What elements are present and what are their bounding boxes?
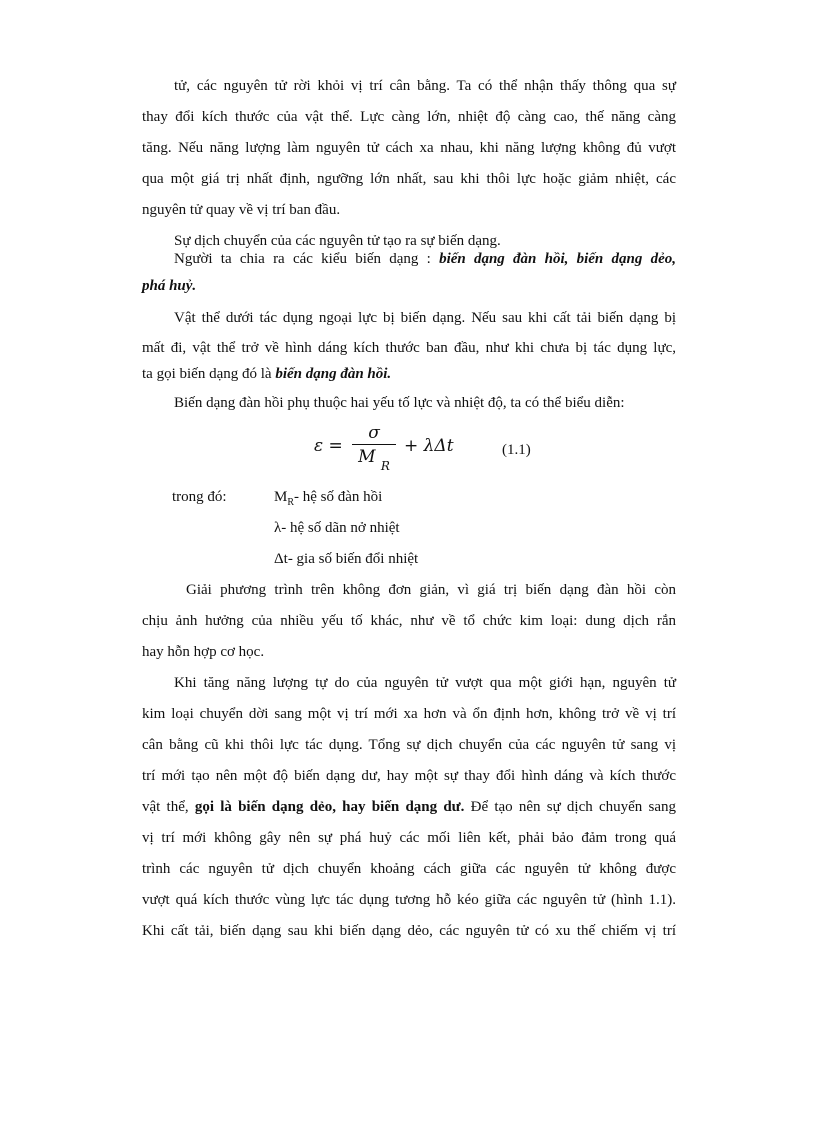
fraction — [350, 422, 398, 474]
text-line: chịu ảnh hưởng của nhiều yếu tố khác, như về tổ chức kim loại: dung dịch rắn — [142, 613, 676, 629]
emphasis-span: biến dạng đàn hồi. — [275, 366, 392, 382]
text-line: vị trí mới không gây nên sự phá huỷ các mối liên kết, phải bảo đảm trong quá — [142, 830, 676, 846]
text-line: nguyên tử quay về vị trí ban đầu. — [142, 202, 341, 218]
fraction-denominator — [350, 445, 398, 474]
text-line: trí mới tạo nên một độ biến dạng dư, hay một sự thay đổi hình dáng và kích thước — [142, 768, 676, 784]
text-line: thay đổi kích thước của vật thể. Lực càng lớn, nhiệt độ càng cao, thế năng càng — [142, 109, 676, 125]
fraction-numerator: σ — [368, 423, 380, 443]
text-line: trình các nguyên tử dịch chuyển khoảng cách giữa các nguyên tử không được — [142, 861, 676, 877]
legend-text: - hệ số đàn hồi — [294, 489, 383, 505]
text-line: tăng. Nếu năng lượng làm nguyên tử cách xa nhau, khi năng lượng không đủ vượt — [142, 140, 676, 156]
text-line: Khi tăng năng lượng tự do của nguyên tử vượt qua một giới hạn, nguyên tử — [174, 675, 676, 691]
denominator-subscript: R — [380, 459, 390, 474]
text-line: Khi cất tải, biến dạng sau khi biến dạng dẻo, các nguyên tử có xu thế chiếm vị trí — [142, 923, 676, 939]
text-line — [142, 364, 391, 384]
bold-span: gọi là biến dạng dẻo, hay biến dạng dư. — [194, 799, 465, 815]
text-line: Sự dịch chuyển của các nguyên tử tạo ra sự biến dạng. — [174, 233, 501, 249]
equation — [314, 422, 574, 478]
legend-symbol-subscript: R — [287, 497, 295, 508]
legend-item: Δt- gia số biến đổi nhiệt — [274, 551, 419, 567]
legend-symbol: M — [274, 489, 288, 505]
text-line: mất đi, vật thể trở về hình dáng kích thước ban đầu, như khi chưa bị tác dụng lực, — [142, 340, 676, 356]
text-line: vượt quá kích thước vùng lực tác dụng tương hỗ kéo giữa các nguyên tử (hình 1.1). — [142, 892, 676, 908]
text-line: Biến dạng đàn hồi phụ thuộc hai yếu tố lực và nhiệt độ, ta có thể biểu diễn: — [174, 395, 625, 411]
text-line — [174, 249, 676, 269]
equation-rhs: + λΔt — [404, 436, 454, 456]
text-line: Giải phương trình trên không đơn giản, vì giá trị biến dạng đàn hồi còn — [186, 582, 676, 598]
legend-item: λ- hệ số dãn nở nhiệt — [274, 520, 400, 536]
text-line — [142, 797, 676, 817]
equation-number: (1.1) — [502, 442, 531, 458]
text-span: vật thể, — [142, 799, 195, 815]
legend-item — [274, 487, 382, 513]
text-span: Để tạo nên sự dịch chuyển sang — [464, 799, 676, 815]
denominator-main: M — [358, 447, 376, 467]
text-line: Vật thể dưới tác dụng ngoại lực bị biến dạng. Nếu sau khi cất tải biến dạng bị — [174, 310, 676, 326]
text-span: Người ta chia ra các kiểu biến dạng : — [174, 251, 440, 267]
equation-lhs: ε = — [314, 436, 343, 456]
text-span: ta gọi biến dạng đó là — [142, 366, 276, 382]
text-line: kim loại chuyển dời sang một vị trí mới xa hơn và ổn định hơn, không trở về vị trí — [142, 706, 676, 722]
legend-lead: trong đó: — [172, 489, 227, 505]
text-line: hay hỗn hợp cơ học. — [142, 644, 265, 660]
emphasis-line: phá huỷ. — [142, 278, 197, 294]
text-line: tử, các nguyên tử rời khỏi vị trí cân bằng. Ta có thể nhận thấy thông qua sự — [174, 78, 676, 94]
text-line: qua một giá trị nhất định, ngưỡng lớn nhất, sau khi thôi lực hoặc giảm nhiệt, các — [142, 171, 676, 187]
emphasis-span: biến dạng đàn hồi, biến dạng dẻo, — [439, 251, 676, 267]
text-line: cân bằng cũ khi thôi lực tác dụng. Tổng sự dịch chuyển của các nguyên tử sang vị — [142, 737, 676, 753]
